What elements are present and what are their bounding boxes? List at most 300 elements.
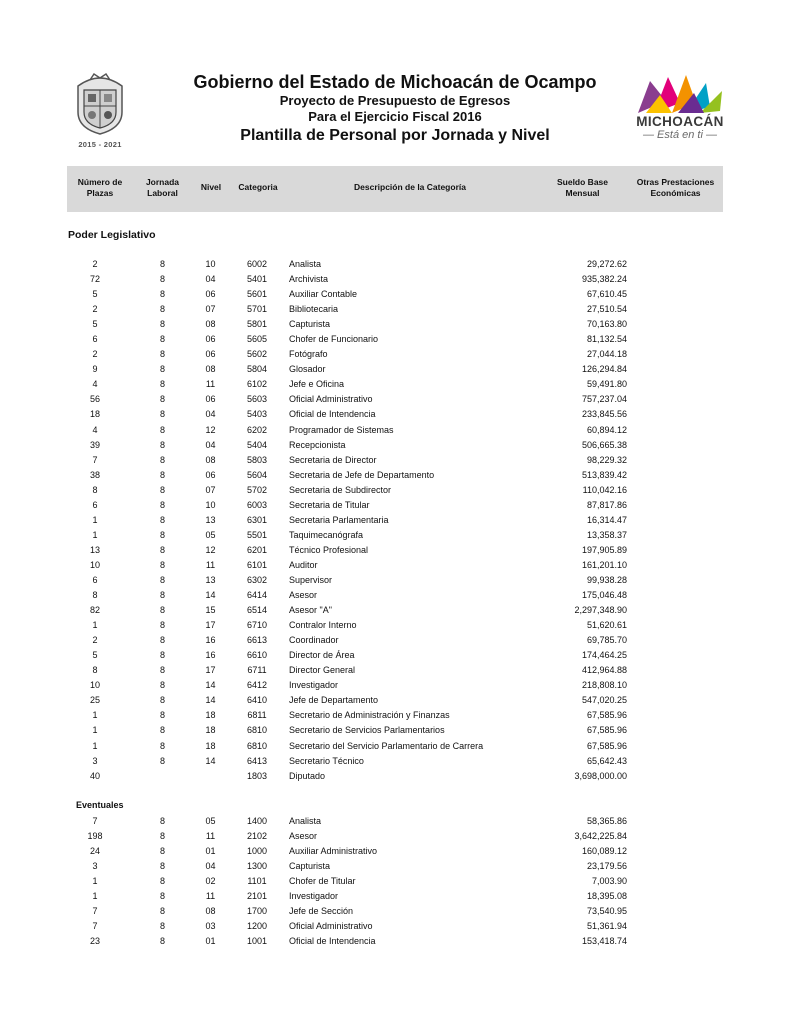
cell-sueldo: 58,365.86 (586, 816, 627, 826)
section-title-eventuales: Eventuales (76, 800, 124, 810)
cell-sueldo: 51,620.61 (586, 620, 627, 631)
cell-plazas: 1 (92, 514, 98, 525)
cell-jornada: 8 (159, 364, 165, 375)
cell-jornada: 8 (159, 484, 165, 495)
cell-categoria: 6101 (246, 559, 268, 570)
cell-descripcion: Secretario de Administración y Finanzas (289, 710, 450, 721)
cell-nivel: 16 (205, 635, 216, 646)
cell-sueldo: 218,808.10 (581, 680, 627, 691)
cell-descripcion: Asesor (289, 590, 318, 601)
cell-nivel: 14 (205, 680, 216, 691)
cell-descripcion: Director de Área (289, 650, 355, 661)
cell-descripcion: Jefe e Oficina (289, 379, 345, 390)
col-header-descripcion: Descripción de la Categoría (354, 182, 466, 192)
cell-nivel: 02 (205, 876, 216, 887)
cell-sueldo: 153,418.74 (581, 936, 627, 947)
cell-plazas: 7 (92, 454, 98, 465)
cell-descripcion: Asesor (289, 831, 318, 842)
cell-sueldo: 13,358.37 (586, 529, 627, 540)
cell-nivel: 04 (205, 439, 216, 450)
cell-jornada: 8 (159, 559, 165, 570)
cell-descripcion: Secretaria de Jefe de Departamento (289, 469, 435, 480)
cell-categoria: 6102 (246, 379, 268, 390)
table-row (0, 844, 791, 859)
cell-sueldo: 126,294.84 (581, 364, 627, 375)
cell-nivel: 04 (205, 409, 216, 420)
cell-jornada: 8 (159, 424, 165, 435)
cell-jornada: 8 (159, 529, 165, 540)
cell-descripcion: Jefe de Sección (289, 906, 354, 917)
col-header-otras-prestaciones (628, 177, 723, 199)
brand-tagline: — Está en ti — (643, 129, 717, 141)
cell-nivel: 13 (205, 514, 216, 525)
cell-plazas: 3 (92, 861, 98, 872)
cell-descripcion: Oficial Administrativo (289, 394, 373, 405)
cell-nivel: 08 (205, 319, 216, 330)
cell-categoria: 6610 (246, 650, 268, 661)
table-row (0, 513, 791, 528)
table-poder-legislativo (0, 257, 791, 784)
cell-descripcion: Bibliotecaria (289, 304, 339, 315)
cell-descripcion: Auxiliar Contable (289, 289, 358, 300)
document-title: Gobierno del Estado de Michoacán de Ocampo (193, 72, 597, 92)
cell-plazas: 1 (92, 740, 98, 751)
cell-sueldo: 935,382.24 (581, 274, 627, 285)
cell-jornada: 8 (159, 846, 165, 857)
cell-jornada: 8 (159, 334, 165, 345)
table-row (0, 814, 791, 829)
cell-plazas: 24 (89, 846, 100, 857)
cell-jornada: 8 (159, 499, 165, 510)
cell-sueldo: 87,817.86 (586, 499, 627, 510)
cell-jornada: 8 (159, 574, 165, 585)
cell-sueldo: 29,272.62 (586, 259, 627, 269)
cell-jornada: 8 (159, 514, 165, 525)
cell-descripcion: Secretario del Servicio Parlamentario de Carrera (289, 740, 484, 751)
cell-categoria: 6613 (246, 635, 268, 646)
cell-nivel: 06 (205, 394, 216, 405)
cell-sueldo: 2,297,348.90 (574, 605, 627, 616)
cell-jornada: 8 (159, 921, 165, 932)
cell-categoria: 5602 (246, 349, 268, 360)
cell-categoria: 6811 (247, 710, 267, 721)
cell-sueldo: 412,964.88 (581, 665, 627, 676)
cell-descripcion: Secretaria de Subdirector (289, 484, 392, 495)
table-row (0, 362, 791, 377)
cell-categoria: 6414 (246, 590, 268, 601)
cell-categoria: 1700 (246, 906, 268, 917)
cell-nivel: 14 (205, 590, 216, 601)
cell-nivel: 14 (205, 695, 216, 706)
cell-sueldo: 81,132.54 (586, 334, 627, 345)
cell-descripcion: Contralor Interno (289, 620, 357, 631)
cell-sueldo: 174,464.25 (581, 650, 627, 661)
col-header-plazas-line1: Número de (77, 177, 123, 187)
cell-jornada: 8 (159, 620, 165, 631)
cell-jornada: 8 (159, 876, 165, 887)
cell-plazas: 198 (87, 831, 103, 842)
table-row (0, 468, 791, 483)
table-row (0, 272, 791, 287)
document-titles (150, 72, 640, 147)
cell-plazas: 8 (92, 484, 98, 495)
table-row (0, 769, 791, 784)
table-row (0, 332, 791, 347)
cell-sueldo: 65,642.43 (586, 755, 627, 766)
brand-name: MICHOACÁN (636, 114, 724, 129)
col-header-otras-line2: Económicas (650, 188, 701, 198)
col-header-nivel: Nivel (200, 182, 222, 192)
cell-sueldo: 99,938.28 (586, 574, 627, 585)
cell-categoria: 6810 (246, 725, 268, 736)
col-header-plazas-line2: Plazas (86, 188, 114, 198)
table-row (0, 904, 791, 919)
cell-descripcion: Secretario de Servicios Parlamentarios (289, 725, 445, 736)
table-row (0, 889, 791, 904)
cell-descripcion: Archivista (289, 274, 329, 285)
cell-categoria: 1101 (247, 876, 267, 887)
cell-plazas: 5 (92, 319, 98, 330)
table-row (0, 588, 791, 603)
cell-descripcion: Programador de Sistemas (289, 424, 394, 435)
cell-plazas: 6 (92, 334, 98, 345)
cell-descripcion: Director General (289, 665, 356, 676)
cell-plazas: 8 (92, 590, 98, 601)
cell-descripcion: Oficial de Intendencia (289, 936, 376, 947)
seal-years: 2015 - 2021 (78, 140, 122, 149)
cell-jornada: 8 (159, 605, 165, 616)
cell-sueldo: 3,642,225.84 (574, 831, 627, 842)
cell-jornada: 8 (159, 680, 165, 691)
cell-jornada: 8 (159, 665, 165, 676)
table-row (0, 603, 791, 618)
cell-categoria: 5701 (246, 304, 268, 315)
table-row (0, 633, 791, 648)
cell-nivel: 18 (205, 740, 216, 751)
cell-nivel: 18 (205, 725, 216, 736)
cell-plazas: 2 (92, 259, 98, 269)
cell-descripcion: Taquimecanógrafa (289, 529, 364, 540)
cell-sueldo: 7,003.90 (591, 876, 627, 887)
cell-categoria: 6710 (246, 620, 268, 631)
cell-plazas: 8 (92, 665, 98, 676)
cell-plazas: 2 (92, 304, 98, 315)
cell-sueldo: 51,361.94 (586, 921, 627, 932)
col-header-jornada-line1: Jornada (145, 177, 180, 187)
cell-sueldo: 67,610.45 (586, 289, 627, 300)
table-row (0, 558, 791, 573)
cell-jornada: 8 (159, 454, 165, 465)
cell-descripcion: Auditor (289, 559, 318, 570)
cell-categoria: 1000 (246, 846, 268, 857)
cell-plazas: 1 (92, 891, 98, 902)
cell-nivel: 08 (205, 454, 216, 465)
table-row (0, 919, 791, 934)
cell-categoria: 5702 (246, 484, 268, 495)
cell-descripcion: Oficial de Intendencia (289, 409, 376, 420)
col-header-sueldo (545, 177, 620, 199)
cell-sueldo: 175,046.48 (581, 590, 627, 601)
table-row (0, 498, 791, 513)
cell-nivel: 15 (205, 605, 216, 616)
cell-sueldo: 98,229.32 (586, 454, 627, 465)
table-row (0, 829, 791, 844)
cell-descripcion: Secretaria Parlamentaria (289, 514, 389, 525)
table-row (0, 754, 791, 769)
cell-nivel: 17 (205, 665, 216, 676)
table-row (0, 663, 791, 678)
cell-jornada: 8 (159, 289, 165, 300)
cell-plazas: 7 (92, 921, 98, 932)
cell-descripcion: Capturista (289, 861, 331, 872)
cell-categoria: 5401 (246, 274, 268, 285)
table-row (0, 302, 791, 317)
cell-plazas: 56 (89, 394, 100, 405)
cell-descripcion: Secretaria de Titular (289, 499, 370, 510)
cell-sueldo: 67,585.96 (586, 710, 627, 721)
cell-nivel: 05 (205, 816, 216, 826)
table-row (0, 423, 791, 438)
table-row (0, 317, 791, 332)
cell-nivel: 12 (205, 424, 216, 435)
cell-sueldo: 513,839.42 (581, 469, 627, 480)
col-header-otras-line1: Otras Prestaciones (636, 177, 715, 187)
cell-nivel: 04 (205, 861, 216, 872)
table-row (0, 693, 791, 708)
cell-jornada: 8 (159, 379, 165, 390)
col-header-jornada (135, 177, 190, 199)
cell-categoria: 6003 (246, 499, 268, 510)
cell-categoria: 6514 (246, 605, 268, 616)
cell-nivel: 14 (205, 755, 216, 766)
cell-categoria: 6711 (247, 665, 267, 676)
table-row (0, 257, 791, 272)
cell-jornada: 8 (159, 740, 165, 751)
table-row (0, 874, 791, 889)
cell-jornada: 8 (159, 394, 165, 405)
cell-sueldo: 233,845.56 (581, 409, 627, 420)
cell-plazas: 3 (92, 755, 98, 766)
cell-sueldo: 160,089.12 (581, 846, 627, 857)
cell-jornada: 8 (159, 936, 165, 947)
cell-descripcion: Chofer de Titular (289, 876, 356, 887)
cell-categoria: 5801 (246, 319, 268, 330)
cell-sueldo: 23,179.56 (586, 861, 627, 872)
table-row (0, 934, 791, 949)
cell-jornada: 8 (159, 439, 165, 450)
cell-plazas: 10 (89, 559, 100, 570)
table-row (0, 453, 791, 468)
cell-jornada: 8 (159, 710, 165, 721)
cell-nivel: 05 (205, 529, 216, 540)
cell-nivel: 07 (205, 484, 216, 495)
table-row (0, 528, 791, 543)
cell-nivel: 06 (205, 349, 216, 360)
cell-descripcion: Investigador (289, 680, 339, 691)
cell-sueldo: 67,585.96 (586, 740, 627, 751)
cell-jornada: 8 (159, 635, 165, 646)
cell-sueldo: 27,510.54 (586, 304, 627, 315)
cell-jornada: 8 (159, 349, 165, 360)
table-row (0, 438, 791, 453)
cell-plazas: 1 (92, 876, 98, 887)
cell-plazas: 82 (89, 605, 100, 616)
cell-jornada: 8 (159, 695, 165, 706)
cell-sueldo: 70,163.80 (586, 319, 627, 330)
document-subtitle-fiscal-year: Para el Ejercicio Fiscal 2016 (308, 109, 482, 124)
cell-descripcion: Investigador (289, 891, 339, 902)
cell-descripcion: Asesor "A" (289, 605, 332, 616)
cell-categoria: 6410 (246, 695, 268, 706)
cell-nivel: 06 (205, 469, 216, 480)
col-header-plazas (70, 177, 130, 199)
cell-jornada: 8 (159, 891, 165, 902)
cell-plazas: 2 (92, 635, 98, 646)
cell-descripcion: Glosador (289, 364, 326, 375)
document-subtitle-staff: Plantilla de Personal por Jornada y Nivel (240, 127, 550, 144)
cell-descripcion: Analista (289, 816, 322, 826)
cell-nivel: 03 (205, 921, 216, 932)
cell-categoria: 5603 (246, 394, 268, 405)
cell-plazas: 10 (89, 680, 100, 691)
cell-categoria: 6810 (246, 740, 268, 751)
cell-sueldo: 67,585.96 (586, 725, 627, 736)
cell-descripcion: Jefe de Departamento (289, 695, 379, 706)
cell-categoria: 5404 (246, 439, 268, 450)
cell-plazas: 1 (92, 529, 98, 540)
cell-plazas: 4 (92, 424, 98, 435)
table-eventuales (0, 814, 791, 949)
document-subtitle-budget: Proyecto de Presupuesto de Egresos (279, 93, 511, 108)
cell-plazas: 5 (92, 650, 98, 661)
cell-categoria: 1001 (246, 936, 268, 947)
cell-plazas: 25 (89, 695, 100, 706)
cell-plazas: 1 (92, 710, 98, 721)
table-row (0, 678, 791, 693)
table-row (0, 618, 791, 633)
table-row (0, 287, 791, 302)
table-row (0, 483, 791, 498)
cell-nivel: 06 (205, 334, 216, 345)
cell-jornada: 8 (159, 469, 165, 480)
cell-nivel: 04 (205, 274, 216, 285)
cell-sueldo: 3,698,000.00 (574, 770, 627, 781)
cell-jornada: 8 (159, 590, 165, 601)
cell-nivel: 10 (205, 259, 216, 269)
cell-plazas: 4 (92, 379, 98, 390)
table-row (0, 543, 791, 558)
cell-plazas: 38 (89, 469, 100, 480)
cell-categoria: 6002 (246, 259, 268, 269)
cell-nivel: 10 (205, 499, 216, 510)
cell-nivel: 17 (205, 620, 216, 631)
cell-categoria: 5804 (246, 364, 268, 375)
table-row (0, 347, 791, 362)
table-row (0, 708, 791, 723)
cell-descripcion: Analista (289, 259, 322, 269)
cell-plazas: 40 (89, 770, 100, 781)
cell-categoria: 6413 (246, 755, 268, 766)
cell-sueldo: 69,785.70 (586, 635, 627, 646)
cell-categoria: 5501 (246, 529, 268, 540)
cell-categoria: 6302 (246, 574, 268, 585)
cell-descripcion: Técnico Profesional (289, 544, 369, 555)
cell-plazas: 2 (92, 349, 98, 360)
cell-jornada: 8 (159, 304, 165, 315)
cell-nivel: 11 (205, 891, 216, 902)
cell-plazas: 39 (89, 439, 100, 450)
cell-descripcion: Capturista (289, 319, 331, 330)
cell-categoria: 6301 (246, 514, 268, 525)
cell-sueldo: 60,894.12 (586, 424, 627, 435)
cell-jornada: 8 (159, 906, 165, 917)
cell-descripcion: Fotógrafo (289, 349, 328, 360)
cell-descripcion: Secretario Técnico (289, 755, 364, 766)
cell-categoria: 1300 (246, 861, 268, 872)
cell-categoria: 1803 (246, 770, 268, 781)
cell-sueldo: 547,020.25 (581, 695, 627, 706)
cell-nivel: 11 (205, 379, 216, 390)
table-row (0, 723, 791, 738)
cell-categoria: 1200 (246, 921, 268, 932)
cell-plazas: 18 (89, 409, 100, 420)
cell-jornada: 8 (159, 409, 165, 420)
cell-nivel: 18 (205, 710, 216, 721)
table-row (0, 859, 791, 874)
table-row (0, 573, 791, 588)
table-row (0, 392, 791, 407)
cell-descripcion: Coordinador (289, 635, 339, 646)
cell-sueldo: 197,905.89 (581, 544, 627, 555)
col-header-jornada-line2: Laboral (147, 188, 178, 198)
cell-jornada: 8 (159, 650, 165, 661)
col-header-sueldo-line2: Mensual (565, 188, 600, 198)
table-row (0, 407, 791, 422)
cell-sueldo: 161,201.10 (581, 559, 627, 570)
cell-plazas: 1 (92, 620, 98, 631)
cell-jornada: 8 (159, 274, 165, 285)
cell-nivel: 08 (205, 364, 216, 375)
cell-nivel: 06 (205, 289, 216, 300)
cell-plazas: 9 (92, 364, 98, 375)
col-header-sueldo-line1: Sueldo Base (556, 177, 609, 187)
col-header-categoria: Categoria (238, 182, 278, 192)
cell-plazas: 23 (89, 936, 100, 947)
cell-nivel: 01 (205, 846, 216, 857)
cell-jornada: 8 (159, 755, 165, 766)
cell-plazas: 5 (92, 289, 98, 300)
table-row (0, 739, 791, 754)
cell-categoria: 6412 (246, 680, 268, 691)
cell-jornada: 8 (159, 831, 165, 842)
cell-descripcion: Supervisor (289, 574, 333, 585)
cell-jornada: 8 (159, 725, 165, 736)
cell-descripcion: Chofer de Funcionario (289, 334, 379, 345)
cell-categoria: 6202 (246, 424, 268, 435)
cell-descripcion: Auxiliar Administrativo (289, 846, 378, 857)
cell-sueldo: 757,237.04 (581, 394, 627, 405)
cell-descripcion: Recepcionista (289, 439, 346, 450)
cell-categoria: 2101 (246, 891, 268, 902)
cell-sueldo: 110,042.16 (582, 484, 627, 495)
cell-categoria: 5601 (246, 289, 268, 300)
cell-categoria: 5803 (246, 454, 268, 465)
cell-jornada: 8 (159, 861, 165, 872)
cell-plazas: 1 (92, 725, 98, 736)
cell-plazas: 7 (92, 906, 98, 917)
cell-categoria: 2102 (246, 831, 268, 842)
cell-descripcion: Oficial Administrativo (289, 921, 373, 932)
